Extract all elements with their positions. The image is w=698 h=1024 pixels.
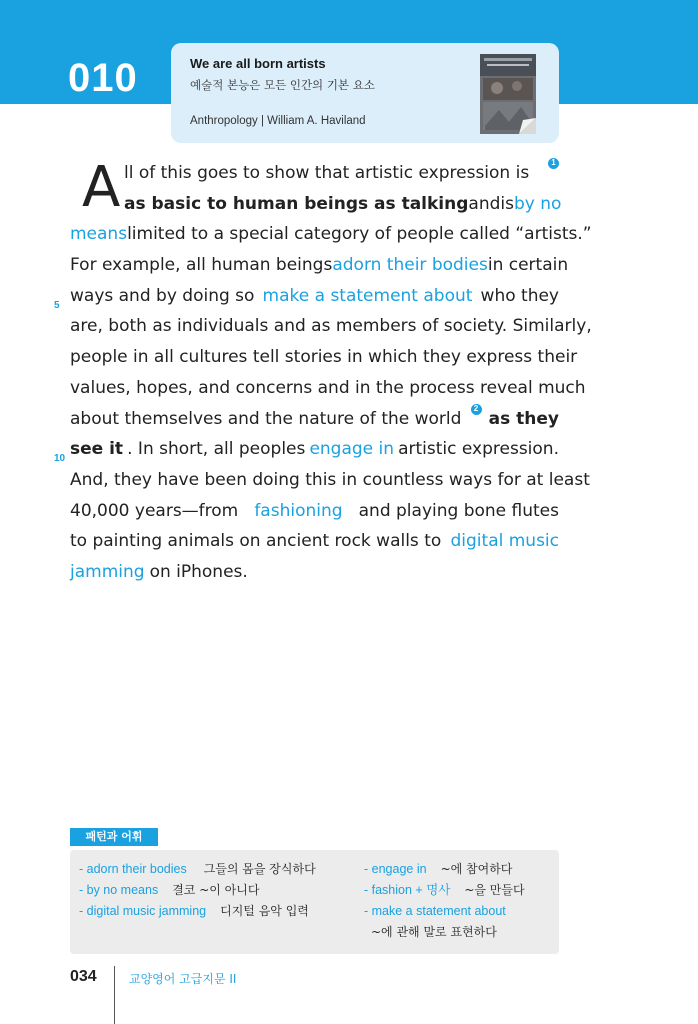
highlighted-term: digital music (450, 531, 559, 552)
vocab-column-right (364, 859, 525, 943)
line-number: 5 (54, 299, 60, 311)
passage-text: And, they have been doing this in countless ways for at least (70, 469, 590, 490)
vocab-tag: 패턴과 어휘 (70, 828, 158, 846)
vocab-item (79, 880, 316, 901)
annotation-marker: 2 (471, 404, 482, 415)
line-number: 10 (54, 453, 66, 465)
emphasized-phrase: as basic to human beings as talking (124, 193, 469, 214)
annotation-marker: 1 (548, 158, 559, 169)
passage-line (70, 557, 559, 588)
vocab-meaning: 디지털 음악 입력 (220, 904, 309, 918)
vocab-meaning: 결코 ~이 아니다 (172, 883, 260, 897)
passage-line (70, 189, 562, 220)
passage-line (70, 342, 578, 373)
passage-text: are, both as individuals and as members of society. Similarly, (70, 316, 592, 337)
passage-line (70, 219, 592, 250)
passage-line (70, 404, 559, 435)
passage-text: For example, all human beings (70, 255, 333, 276)
passage-text: ways and by doing so (70, 285, 255, 306)
vocab-item (79, 859, 316, 880)
footer-divider (114, 966, 115, 1024)
passage-line (70, 311, 592, 342)
vocab-item (364, 859, 525, 880)
highlighted-term: make a statement about (262, 285, 473, 306)
passage-text: who they (480, 285, 559, 306)
passage-line (70, 526, 559, 557)
emphasized-phrase: as they (488, 408, 559, 429)
passage-text: 40,000 years—from (70, 500, 239, 521)
passage-text: ll of this goes to show that artistic expression is (124, 163, 530, 183)
passage-text: about themselves and the nature of the world (70, 408, 462, 429)
vocab-term: - adorn their bodies (79, 862, 187, 876)
page-number: 034 (70, 968, 97, 985)
info-card (171, 43, 559, 143)
vocab-term: - engage in (364, 862, 427, 876)
vocab-item (79, 901, 316, 922)
passage-body (54, 155, 592, 588)
highlighted-term: fashioning (254, 500, 343, 521)
passage-text: limited to a special category of people called “artists.” (127, 224, 592, 245)
highlighted-term: engage in (309, 439, 395, 460)
passage-text: on iPhones. (149, 561, 248, 582)
passage-text: and playing bone flutes (358, 500, 559, 521)
highlighted-term: means (70, 224, 128, 245)
passage-text: values, hopes, and concerns and in the process reveal much (70, 377, 586, 398)
passage-text: people in all cultures tell stories in which they express their (70, 347, 578, 368)
passage-text: is (500, 193, 514, 214)
vocab-term: - by no means (79, 883, 159, 897)
passage-text: in certain (487, 255, 569, 276)
passage-title: We are all born artists (190, 56, 326, 71)
vocab-meaning: ~을 만들다 (464, 883, 525, 897)
vocab-item (364, 880, 525, 901)
book-title: 교양영어 고급지문 II (129, 972, 237, 986)
passage-line (70, 373, 586, 404)
passage-text: to painting animals on ancient rock walls to (70, 531, 442, 552)
passage-line (70, 496, 559, 527)
passage-subtitle: 예술적 본능은 모든 인간의 기본 요소 (190, 78, 375, 92)
passage-line (70, 281, 559, 312)
vocab-term: - fashion + 명사 (364, 883, 451, 897)
vocab-meaning: ~에 관해 말로 표현하다 (371, 925, 497, 939)
passage-text: artistic expression. (398, 439, 559, 460)
passage-line (70, 465, 590, 496)
passage-line (70, 250, 569, 281)
vocab-meaning: 그들의 몸을 장식하다 (203, 862, 316, 876)
vocab-term: - digital music jamming (79, 904, 207, 918)
passage-source: Anthropology | William A. Haviland (190, 115, 366, 127)
passage-text: . In short, all peoples (127, 439, 306, 460)
passage-line (70, 158, 559, 189)
vocab-term: - make a statement about (364, 904, 506, 918)
unit-number: 010 (68, 56, 138, 100)
passage-text: and (468, 193, 501, 214)
vocab-column-left (79, 859, 316, 922)
drop-cap: A (82, 155, 121, 220)
emphasized-phrase: see it (70, 439, 124, 460)
vocab-item (364, 922, 525, 943)
highlighted-term: by no (513, 193, 562, 214)
vocab-box (70, 850, 559, 954)
highlighted-term: jamming (70, 561, 145, 582)
vocab-meaning: ~에 참여하다 (440, 862, 513, 876)
passage-line (70, 434, 559, 465)
highlighted-term: adorn their bodies (332, 255, 488, 276)
vocab-item (364, 901, 525, 922)
book-cover-icon (479, 52, 539, 136)
